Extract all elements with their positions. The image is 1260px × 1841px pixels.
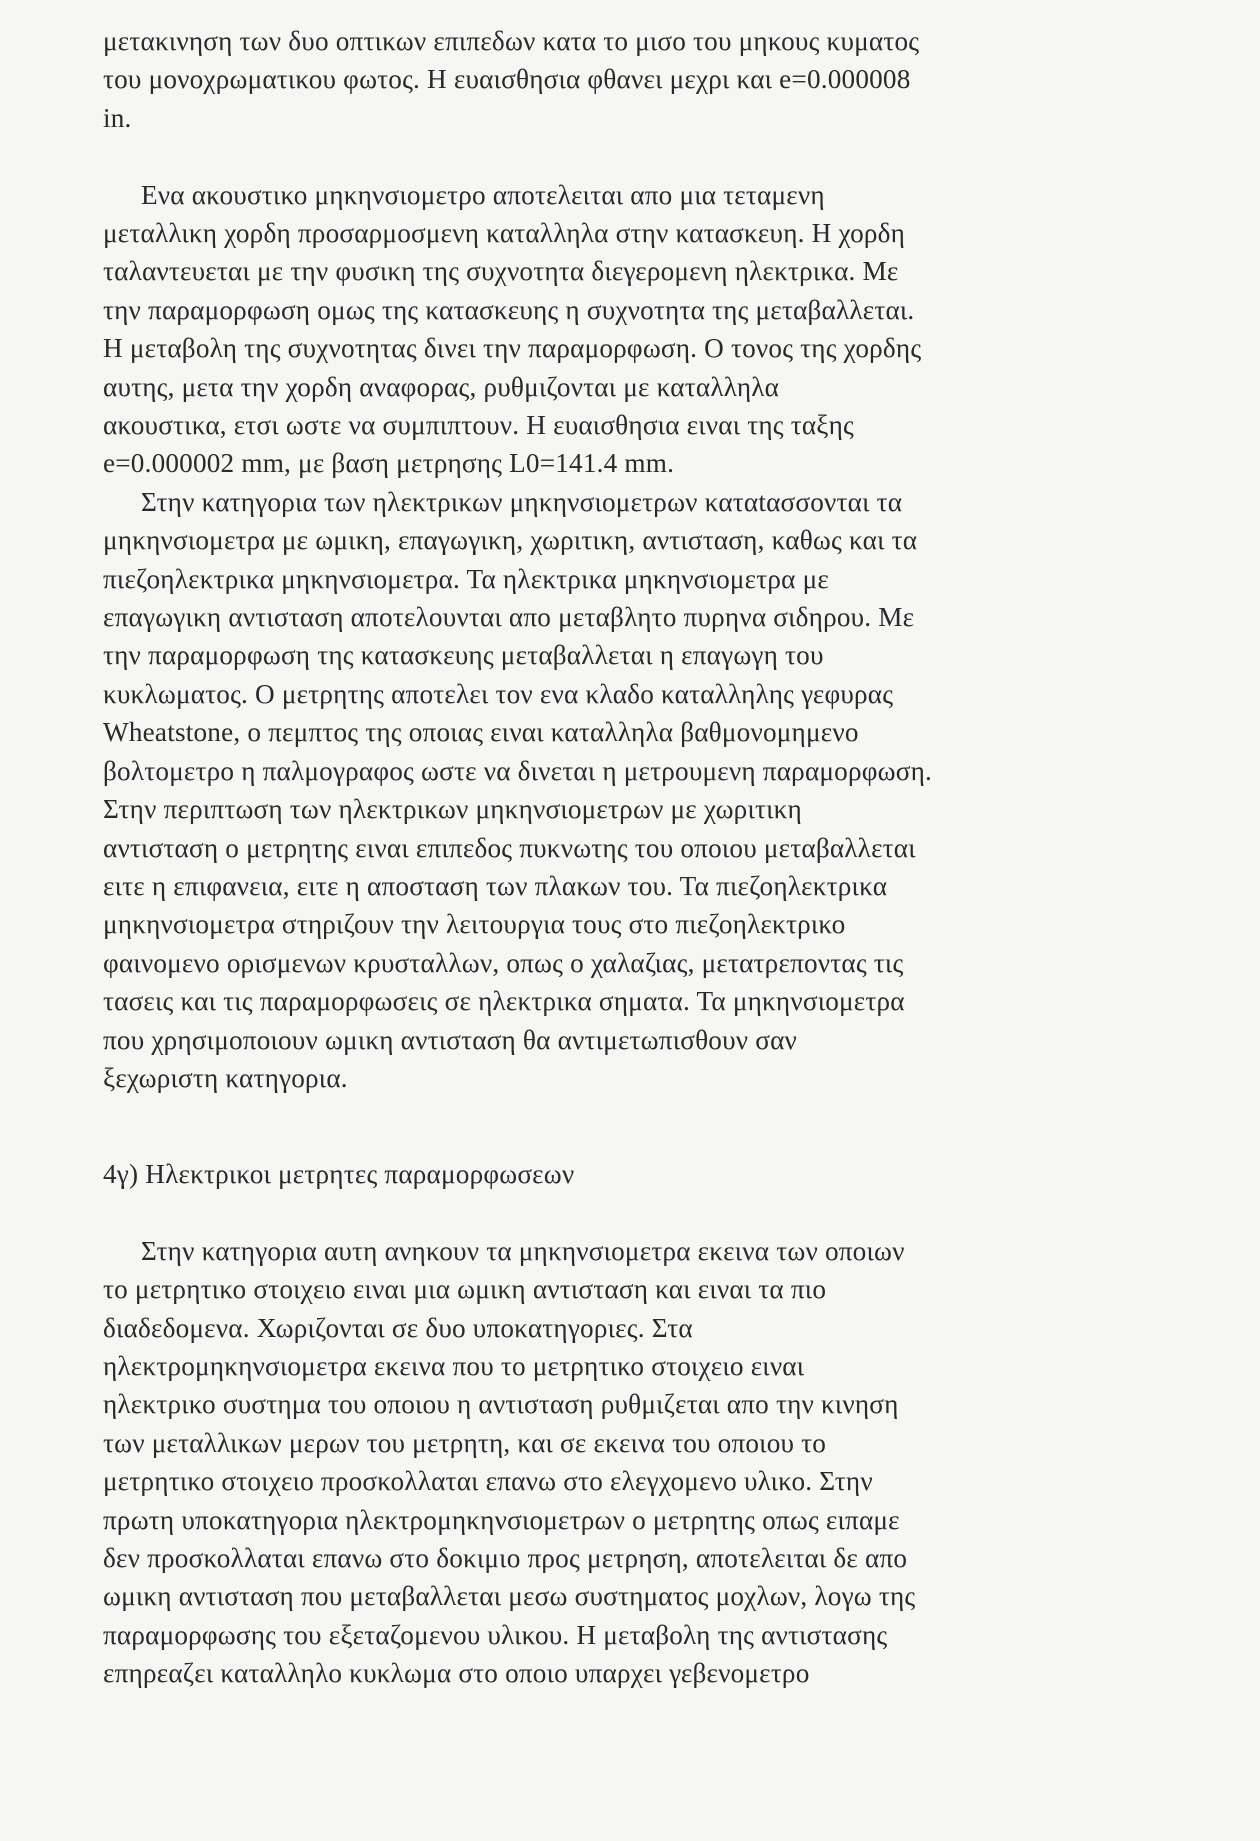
paragraph-3-line-5: την παραμορφωση της κατασκευης μεταβαλλεται η επαγωγη του	[103, 640, 824, 671]
paragraph-2-line-8: e=0.000002 mm, με βαση μετρησης L0=141.4 mm.	[103, 448, 675, 479]
section-heading: 4γ) Ηλεκτρικοι μετρητες παραμορφωσεων	[103, 1158, 575, 1189]
paragraph-3-line-3: πιεζοηλεκτρικα μηκηνσιομετρα. Τα ηλεκτρικα μηκηνσιομετρα με	[103, 563, 830, 594]
paragraph-4-line-4: ηλεκτρομηκηνσιομετρα εκεινα που το μετρητικο στοιχειο ειναι	[103, 1350, 805, 1381]
paragraph-3-line-13: φαινομενο ορισμενων κρυσταλλων, οπως ο χαλαζιας, μετατρεποντας τις	[103, 947, 904, 978]
paragraph-3-line-10: αντισταση ο μετρητης ειναι επιπεδος πυκνωτης του οποιου μεταβαλλεται	[103, 832, 916, 863]
paragraph-4-line-5: ηλεκτρικο συστημα του οποιου η αντισταση ρυθμιζεται απο την κινηση	[103, 1389, 899, 1420]
paragraph-4-line-12: επηρεαζει καταλληλο κυκλωμα στο οποιο υπαρχει γεβενομετρο	[103, 1658, 810, 1689]
paragraph-3-line-7: Wheatstone, ο πεμπτος της οποιας ειναι καταλληλα βαθμονομημενο	[103, 717, 859, 748]
paragraph-3-line-4: επαγωγικη αντισταση αποτελουνται απο μεταβλητο πυρηνα σιδηρου. Με	[103, 602, 915, 633]
paragraph-2-line-6: αυτης, μετα την χορδη αναφορας, ρυθμιζονται με καταλληλα	[103, 371, 780, 402]
section-spacer	[103, 1193, 1103, 1231]
paragraph-2-line-2: μεταλλικη χορδη προσαρμοσμενη καταλληλα στην κατασκευη. Η χορδη	[103, 218, 906, 249]
paragraph-4-line-11: παραμορφωσης του εξεταζομενου υλικου. Η μεταβολη της αντιστασης	[103, 1619, 888, 1650]
paragraph-4	[103, 1232, 1103, 1693]
paragraph-3-line-8: βολτομετρο η παλμογραφος ωστε να δινεται η μετρουμενη παραμορφωση.	[103, 755, 932, 786]
paragraph-1-line-3: in.	[103, 102, 132, 133]
paragraph-3-line-11: ειτε η επιφανεια, ειτε η αποσταση των πλακων του. Τα πιεζοηλεκτρικα	[103, 870, 888, 901]
paragraph-3-line-12: μηκηνσιομετρα στηριζουν την λειτουργια τους στο πιεζοηλεκτρικο	[103, 909, 846, 940]
document-body	[103, 22, 1103, 1693]
paragraph-1-line-2: του μονοχρωματικου φωτος. Η ευαισθησια φθανει μεχρι και e=0.000008	[103, 64, 911, 95]
paragraph-3-line-6: κυκλωματος. Ο μετρητης αποτελει τον ενα κλαδο καταλληλης γεφυρας	[103, 678, 894, 709]
paragraph-2-line-3: ταλαντευεται με την φυσικη της συχνοτητα διεγερομενη ηλεκτρικα. Με	[103, 256, 899, 287]
paragraph-4-line-2: το μετρητικο στοιχειο ειναι μια ωμικη αντισταση και ειναι τα πιο	[103, 1274, 827, 1305]
paragraph-4-line-6: των μεταλλικων μερων του μετρητη, και σε εκεινα του οποιου το	[103, 1427, 827, 1458]
paragraph-4-line-3: διαδεδομενα. Χωριζονται σε δυο υποκατηγοριες. Στα	[103, 1312, 693, 1343]
paragraph-spacer	[103, 137, 1103, 175]
paragraph-2	[103, 176, 1103, 483]
paragraph-3-line-15: που χρησιμοποιουν ωμικη αντισταση θα αντιμετωπισθουν σαν	[103, 1024, 798, 1055]
paragraph-3-line-14: τασεις και τις παραμορφωσεις σε ηλεκτρικα σηματα. Τα μηκηνσιομετρα	[103, 986, 905, 1017]
paragraph-4-line-9: δεν προσκολλαται επανω στο δοκιμιο προς μετρηση, αποτελειται δε απο	[103, 1543, 908, 1573]
paragraph-4-line-8: πρωτη υποκατηγορια ηλεκτρομηκηνσιομετρων ο μετρητης οπως ειπαμε	[103, 1504, 900, 1535]
paragraph-4-line-1: Στην κατηγορια αυτη ανηκουν τα μηκηνσιομετρα εκεινα των οποιων	[141, 1235, 905, 1266]
paragraph-1-line-1: μετακινηση των δυο οπτικων επιπεδων κατα το μισο του μηκους κυματος	[103, 26, 920, 56]
paragraph-3-line-2: μηκηνσιομετρα με ωμικη, επαγωγικη, χωριτικη, αντισταση, καθως και τα	[103, 525, 918, 556]
paragraph-2-line-1: Ενα ακουστικο μηκηνσιομετρο αποτελειται απο μια τεταμενη	[141, 179, 825, 210]
paragraph-3	[103, 483, 1103, 1098]
paragraph-2-line-4: την παραμορφωση ομως της κατασκευης η συχνοτητα της μεταβαλλεται.	[103, 294, 915, 325]
paragraph-1	[103, 22, 1103, 137]
paragraph-3-line-16: ξεχωριστη κατηγορια.	[103, 1062, 348, 1093]
paragraph-2-line-7: ακουστικα, ετσι ωστε να συμπιπτουν. Η ευαισθησια ειναι της ταξης	[103, 410, 854, 441]
paragraph-2-line-5: Η μεταβολη της συχνοτητας δινει την παραμορφωση. Ο τονος της χορδης	[103, 333, 922, 364]
paragraph-4-line-10: ωμικη αντισταση που μεταβαλλεται μεσω συστηματος μοχλων, λογω της	[103, 1581, 916, 1612]
section-spacer	[103, 1097, 1103, 1155]
paragraph-3-line-1: Στην κατηγορια των ηλεκτρικων μηκηνσιομετρων καταtασσονται τα	[141, 486, 903, 517]
paragraph-4-line-7: μετρητικο στοιχειο προσκολλαται επανω στο ελεγχομενο υλικο. Στην	[103, 1466, 873, 1497]
paragraph-3-line-9: Στην περιπτωση των ηλεκτρικων μηκηνσιομετρων με χωριτικη	[103, 794, 802, 825]
